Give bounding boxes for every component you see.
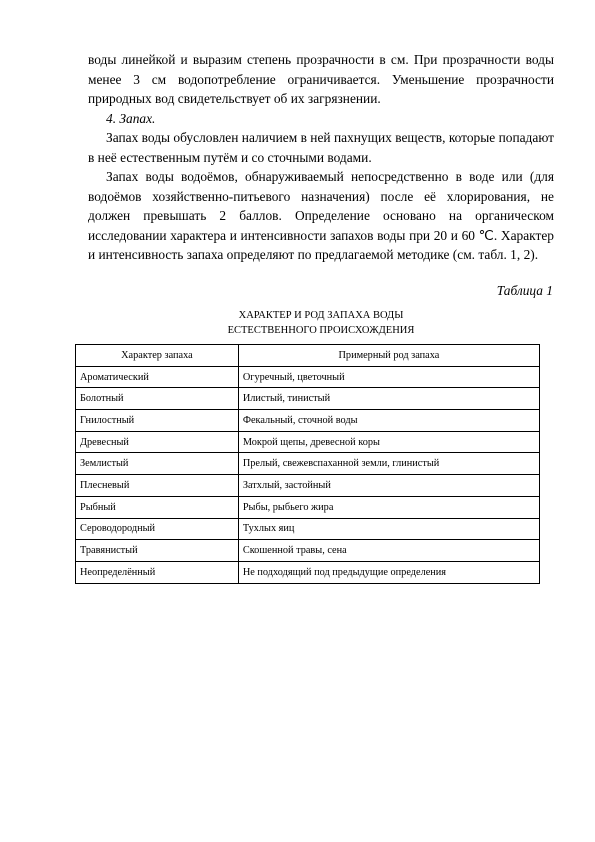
table-title xyxy=(88,309,554,338)
cell-character: Древесный xyxy=(76,431,239,453)
table-row xyxy=(76,453,540,475)
cell-character: Болотный xyxy=(76,388,239,410)
cell-type: Фекальный, сточной воды xyxy=(238,410,539,432)
paragraph-transparency: воды линейкой и выразим степень прозрачности в см. При прозрачности воды менее 3 см водопотребление ограничивается. Уменьшение прозрачности природных вод свидетельствует об их загрязнении. xyxy=(88,52,554,106)
cell-character: Ароматический xyxy=(76,366,239,388)
table-row xyxy=(76,366,540,388)
cell-character: Неопределённый xyxy=(76,561,239,583)
table-caption: Таблица 1 xyxy=(496,283,553,298)
header-odor-character: Характер запаха xyxy=(76,345,239,367)
cell-type: Илистый, тинистый xyxy=(238,388,539,410)
paragraph-odor-source: Запах воды обусловлен наличием в ней пахнущих веществ, которые попадают в неё естественным путём и со сточными водами. xyxy=(88,130,554,165)
cell-type: Не подходящий под предыдущие определения xyxy=(238,561,539,583)
cell-type: Рыбы, рыбьего жира xyxy=(238,496,539,518)
cell-character: Травянистый xyxy=(76,540,239,562)
cell-character: Гнилостный xyxy=(76,410,239,432)
table-header-row xyxy=(76,345,540,367)
cell-character: Сероводородный xyxy=(76,518,239,540)
header-odor-type: Примерный род запаха xyxy=(238,345,539,367)
cell-type: Прелый, свежевспаханной земли, глинистый xyxy=(238,453,539,475)
cell-type: Затхлый, застойный xyxy=(238,475,539,497)
cell-type: Тухлых яиц xyxy=(238,518,539,540)
table-row xyxy=(76,388,540,410)
table-row xyxy=(76,431,540,453)
body-text xyxy=(88,50,554,265)
table-row xyxy=(76,518,540,540)
cell-type: Огуречный, цветочный xyxy=(238,366,539,388)
table-row xyxy=(76,410,540,432)
section-heading-odor: 4. Запах. xyxy=(106,110,156,126)
table-title-line-2: ЕСТЕСТВЕННОГО ПРОИСХОЖДЕНИЯ xyxy=(227,324,415,336)
odor-table xyxy=(75,344,540,584)
table-row xyxy=(76,496,540,518)
cell-character: Землистый xyxy=(76,453,239,475)
table-row xyxy=(76,475,540,497)
paragraph-odor-norm: Запах воды водоёмов, обнаруживаемый непосредственно в воде или (для водоёмов хозяйственно-питьевого назначения) после её хлорирования, не должен превышать 2 баллов. Определение основано на органическом исследовании характера и интенсивности запахов воды при 20 и 60 ℃. Характер и интенсивность запаха определяют по предлагаемой методике (см. табл. 1, 2). xyxy=(88,169,554,262)
cell-character: Рыбный xyxy=(76,496,239,518)
cell-character: Плесневый xyxy=(76,475,239,497)
table-row xyxy=(76,540,540,562)
table-title-line-1: ХАРАКТЕР И РОД ЗАПАХА ВОДЫ xyxy=(238,310,404,321)
table-row xyxy=(76,561,540,583)
cell-type: Мокрой щепы, древесной коры xyxy=(238,431,539,453)
cell-type: Скошенной травы, сена xyxy=(238,540,539,562)
